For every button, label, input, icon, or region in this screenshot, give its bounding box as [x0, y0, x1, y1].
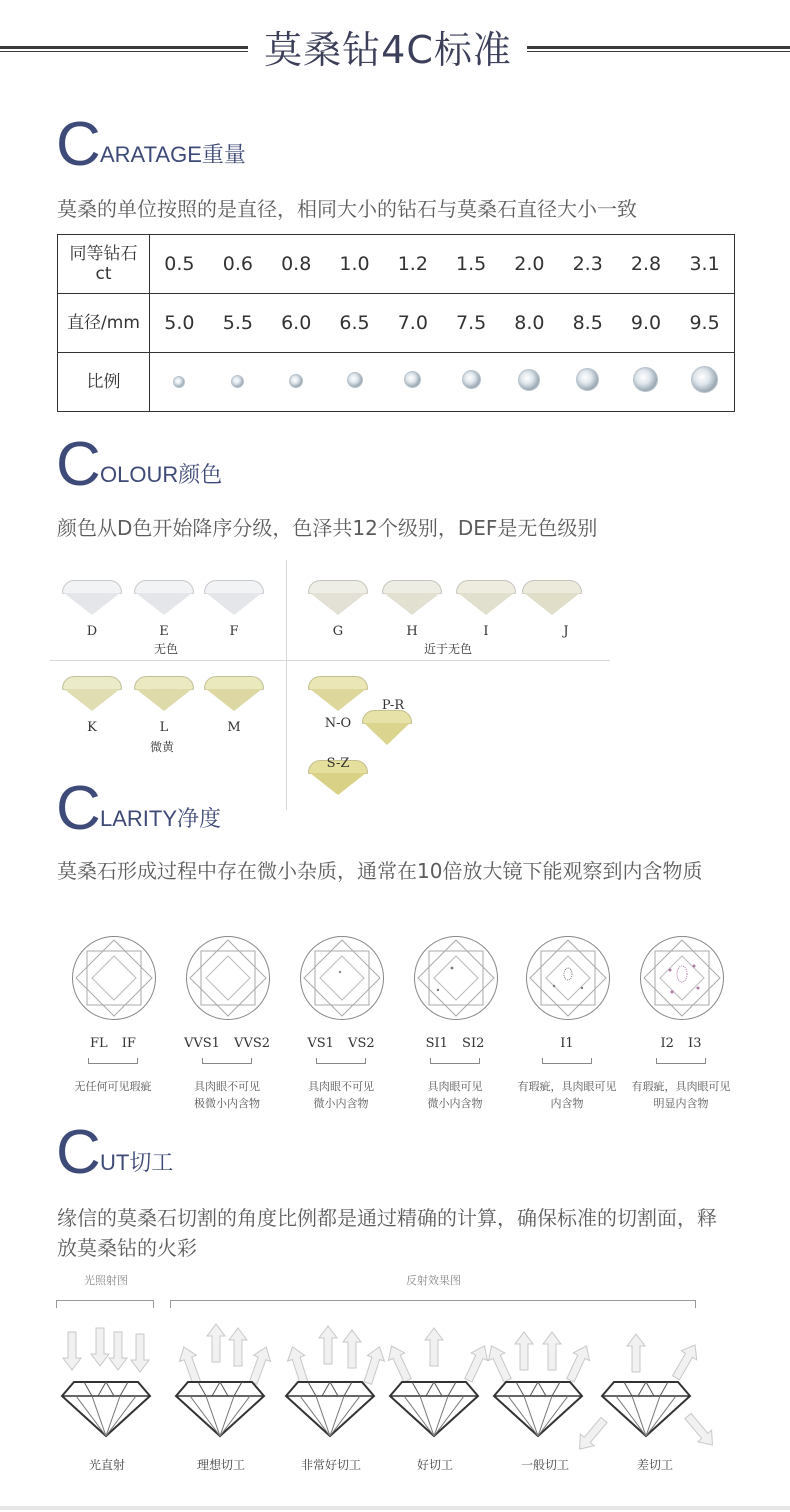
diamond-icon	[362, 710, 412, 746]
header-rule-right	[527, 46, 790, 49]
diamond-icon	[382, 580, 442, 616]
heading-initial: C	[56, 774, 101, 843]
divider	[286, 560, 287, 810]
scale-cell	[267, 353, 325, 412]
scale-cell	[209, 353, 267, 412]
grade-letter: I	[483, 624, 489, 639]
ct-cell: 2.0	[514, 253, 545, 275]
row-header-ct-label: 同等钻石 ct	[69, 244, 138, 284]
mm-cell: 8.0	[500, 294, 558, 353]
diamond-top-view-icon	[186, 936, 270, 1020]
section-heading-colour	[56, 432, 356, 502]
mm-cell: 6.5	[325, 294, 383, 353]
diamond-icon	[522, 580, 582, 616]
diamond-icon	[308, 676, 368, 712]
diamond-icon	[231, 375, 244, 388]
cut-description: 缘信的莫桑石切割的角度比例都是通过精确的计算，确保标准的切割面，释放莫桑钻的火彩	[57, 1206, 717, 1260]
heading-initial: C	[56, 110, 101, 179]
mm-cell: 8.5	[559, 294, 617, 353]
grade-group-label: 无色	[154, 642, 179, 656]
grade-letter: D	[86, 624, 98, 639]
ct-cell: 1.2	[397, 253, 428, 275]
grade-letter: K	[87, 720, 97, 735]
carat-table	[57, 234, 735, 412]
scale-cell	[384, 353, 442, 412]
clarity-note: 具肉眼不可见 微小内含物	[308, 1080, 374, 1110]
bracket	[202, 1058, 252, 1064]
clarity-label: VVS1 VVS2	[183, 1036, 271, 1051]
cut-grade-label: 光直射	[88, 1458, 125, 1472]
diamond-icon	[691, 366, 718, 393]
ct-cell: 1.5	[455, 253, 487, 275]
ct-cell: 2.8	[630, 253, 662, 275]
table-row-scale	[58, 353, 735, 412]
diamond-icon	[518, 369, 540, 391]
row-header-mm: 直径/mm	[58, 294, 150, 353]
diamond-top-view-icon	[640, 936, 724, 1020]
cut-grade-label: 一般切工	[520, 1458, 569, 1472]
ct-cell: 1.0	[339, 253, 370, 275]
heading-text: LARITY净度	[100, 806, 222, 831]
cut-grade-label: 理想切工	[196, 1458, 245, 1472]
grade-letter: M	[227, 720, 241, 735]
grade-letter: F	[229, 624, 239, 639]
table-row-ct	[58, 235, 735, 294]
diamond-icon	[308, 580, 368, 616]
page-header	[0, 22, 790, 82]
diamond-icon	[62, 580, 122, 616]
scale-cell	[150, 353, 209, 412]
scale-cell	[617, 353, 675, 412]
row-header-ct	[58, 235, 150, 294]
ct-cell: 3.1	[689, 253, 720, 275]
cut-grade-label: 好切工	[416, 1458, 453, 1472]
heading-text: OLOUR颜色	[100, 462, 223, 487]
heading-initial: C	[56, 430, 101, 499]
bracket	[88, 1058, 138, 1064]
clarity-label: SI1 SI2	[425, 1036, 485, 1051]
mm-cell: 9.5	[675, 294, 734, 353]
ct-cell: 2.3	[572, 253, 603, 275]
diamond-icon	[204, 676, 264, 712]
section-heading-clarity	[56, 776, 356, 846]
mm-cell: 6.0	[267, 294, 325, 353]
bracket	[56, 1300, 154, 1308]
scale-cell	[500, 353, 558, 412]
clarity-label: VS1 VS2	[307, 1036, 375, 1051]
mm-cell: 5.5	[209, 294, 267, 353]
row-header-scale: 比例	[58, 353, 150, 412]
heading-initial: C	[56, 1118, 101, 1187]
clarity-note: 具肉眼可见 微小内含物	[427, 1080, 483, 1110]
cut-grade-label: 非常好切工	[300, 1458, 361, 1472]
carat-description: 莫桑的单位按照的是直径，相同大小的钻石与莫桑石直径大小一致	[57, 197, 637, 221]
diamond-icon	[404, 371, 421, 388]
diamond-icon	[204, 580, 264, 616]
scale-cell	[559, 353, 617, 412]
bracket	[656, 1058, 706, 1064]
mm-cell: 7.0	[384, 294, 442, 353]
header-rule-left	[0, 46, 248, 49]
clarity-note: 有瑕疵，具肉眼可见 明显内含物	[631, 1080, 731, 1110]
grade-letter: L	[159, 720, 169, 735]
bracket	[170, 1300, 696, 1308]
footer-rule	[0, 1506, 790, 1510]
heading-text: ARATAGE重量	[100, 142, 246, 167]
grade-letter: E	[159, 624, 169, 639]
grade-letter: N-O	[324, 716, 352, 731]
diamond-icon	[576, 368, 599, 391]
grade-letter: J	[563, 624, 569, 639]
clarity-note: 无任何可见瑕疵	[74, 1080, 152, 1093]
grade-letter: P-R	[381, 698, 405, 713]
grade-group-label: 近于无色	[424, 642, 473, 656]
diamond-icon	[456, 580, 516, 616]
mm-cell: 7.5	[442, 294, 500, 353]
section-heading-cut	[56, 1120, 356, 1190]
colour-grade-chart	[50, 560, 610, 810]
grade-group-label: 微黄	[150, 740, 175, 754]
diamond-top-view-icon	[72, 936, 156, 1020]
diamond-top-view-icon	[526, 936, 610, 1020]
diamond-icon	[347, 372, 363, 388]
grade-letter: G	[332, 624, 344, 639]
clarity-note: 具肉眼不可见 极微小内含物	[194, 1080, 260, 1110]
diamond-icon	[462, 370, 481, 389]
grade-letter: S-Z	[326, 756, 350, 771]
diamond-icon	[173, 376, 185, 388]
ct-cell: 0.6	[222, 253, 254, 275]
diamond-icon	[633, 367, 658, 392]
mm-cell: 5.0	[150, 294, 209, 353]
reflect-diagram-label: 反射效果图	[406, 1274, 461, 1287]
diamond-icon	[62, 676, 122, 712]
divider	[50, 660, 610, 661]
bracket	[542, 1058, 592, 1064]
heading-text: UT切工	[100, 1150, 174, 1175]
clarity-label: I1	[560, 1036, 574, 1051]
scale-cell	[325, 353, 383, 412]
cut-grade-label: 差切工	[636, 1458, 673, 1472]
light-diagram-label: 光照射图	[84, 1274, 128, 1287]
ct-cell: 0.5	[164, 253, 195, 275]
colour-description: 颜色从D色开始降序分级，色泽共12个级别，DEF是无色级别	[57, 516, 598, 540]
diamond-top-view-icon	[300, 936, 384, 1020]
mm-cell: 9.0	[617, 294, 675, 353]
clarity-description: 莫桑石形成过程中存在微小杂质，通常在10倍放大镜下能观察到内含物质	[57, 859, 703, 883]
clarity-label: I2 I3	[660, 1036, 702, 1051]
table-row-mm	[58, 294, 735, 353]
bracket	[316, 1058, 366, 1064]
clarity-note: 有瑕疵，具肉眼可见 内含物	[517, 1080, 617, 1110]
bracket	[430, 1058, 480, 1064]
diamond-icon	[134, 580, 194, 616]
ct-cell: 0.8	[281, 253, 312, 275]
diamond-icon	[134, 676, 194, 712]
page-title: 莫桑钻4C标准	[264, 28, 512, 72]
grade-letter: H	[406, 624, 418, 639]
scale-cell	[442, 353, 500, 412]
diamond-icon	[289, 374, 303, 388]
diamond-top-view-icon	[414, 936, 498, 1020]
cut-diagram	[0, 1320, 790, 1470]
scale-cell	[675, 353, 734, 412]
clarity-label: FL IF	[90, 1036, 136, 1051]
section-heading-carat	[56, 112, 356, 182]
